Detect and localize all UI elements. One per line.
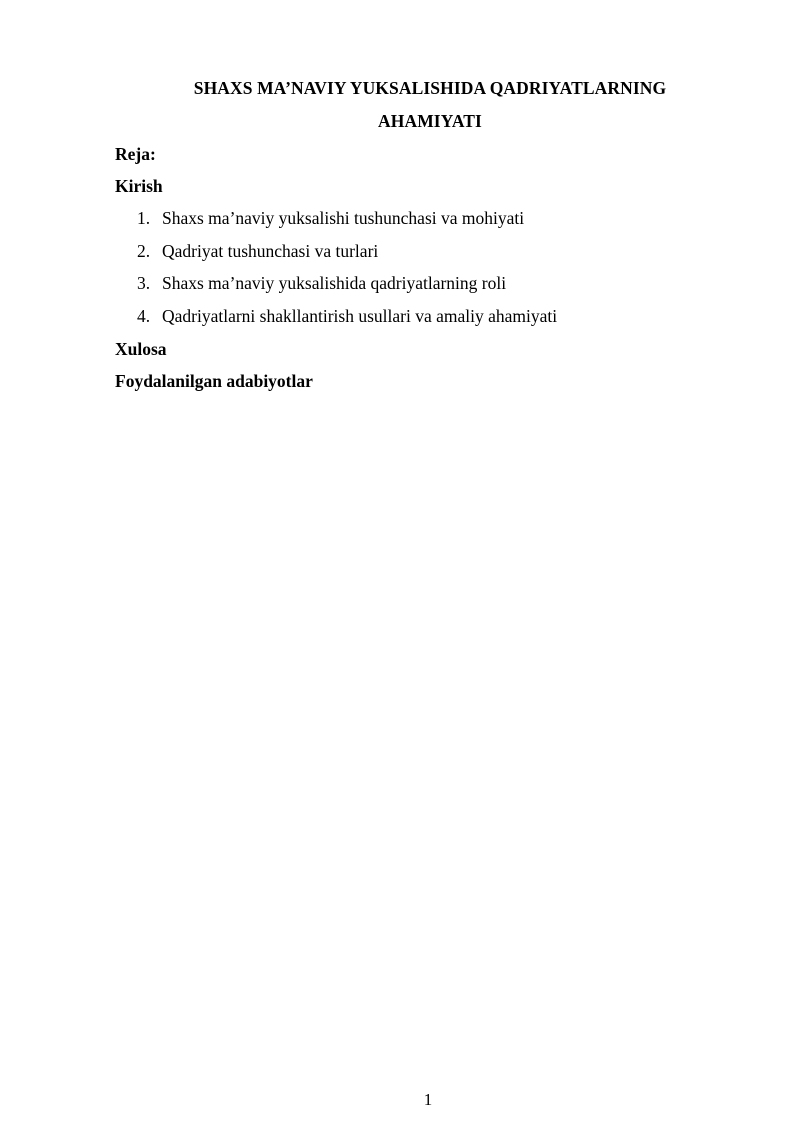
plan-item-number: 4.	[137, 306, 151, 326]
plan-item-number: 1.	[137, 208, 151, 228]
page-number: 1	[423, 1090, 433, 1109]
plan-item-text: Shaxs ma’naviy yuksalishi tushunchasi va mohiyati	[162, 208, 525, 228]
intro-heading: Kirish	[115, 176, 163, 196]
conclusion-heading: Xulosa	[115, 339, 167, 359]
plan-heading: Reja:	[115, 144, 156, 164]
document-title-line-2: AHAMIYATI	[378, 111, 482, 131]
plan-item-number: 2.	[137, 241, 151, 261]
plan-item-text: Qadriyatlarni shakllantirish usullari va amaliy ahamiyati	[162, 306, 558, 326]
plan-item-text: Shaxs ma’naviy yuksalishida qadriyatlarning roli	[162, 273, 507, 293]
references-heading: Foydalanilgan adabiyotlar	[115, 371, 313, 391]
plan-item-text: Qadriyat tushunchasi va turlari	[162, 241, 379, 261]
plan-item-number: 3.	[137, 273, 151, 293]
document-title-line-1: SHAXS MA’NAVIY YUKSALISHIDA QADRIYATLARNING	[193, 78, 667, 98]
